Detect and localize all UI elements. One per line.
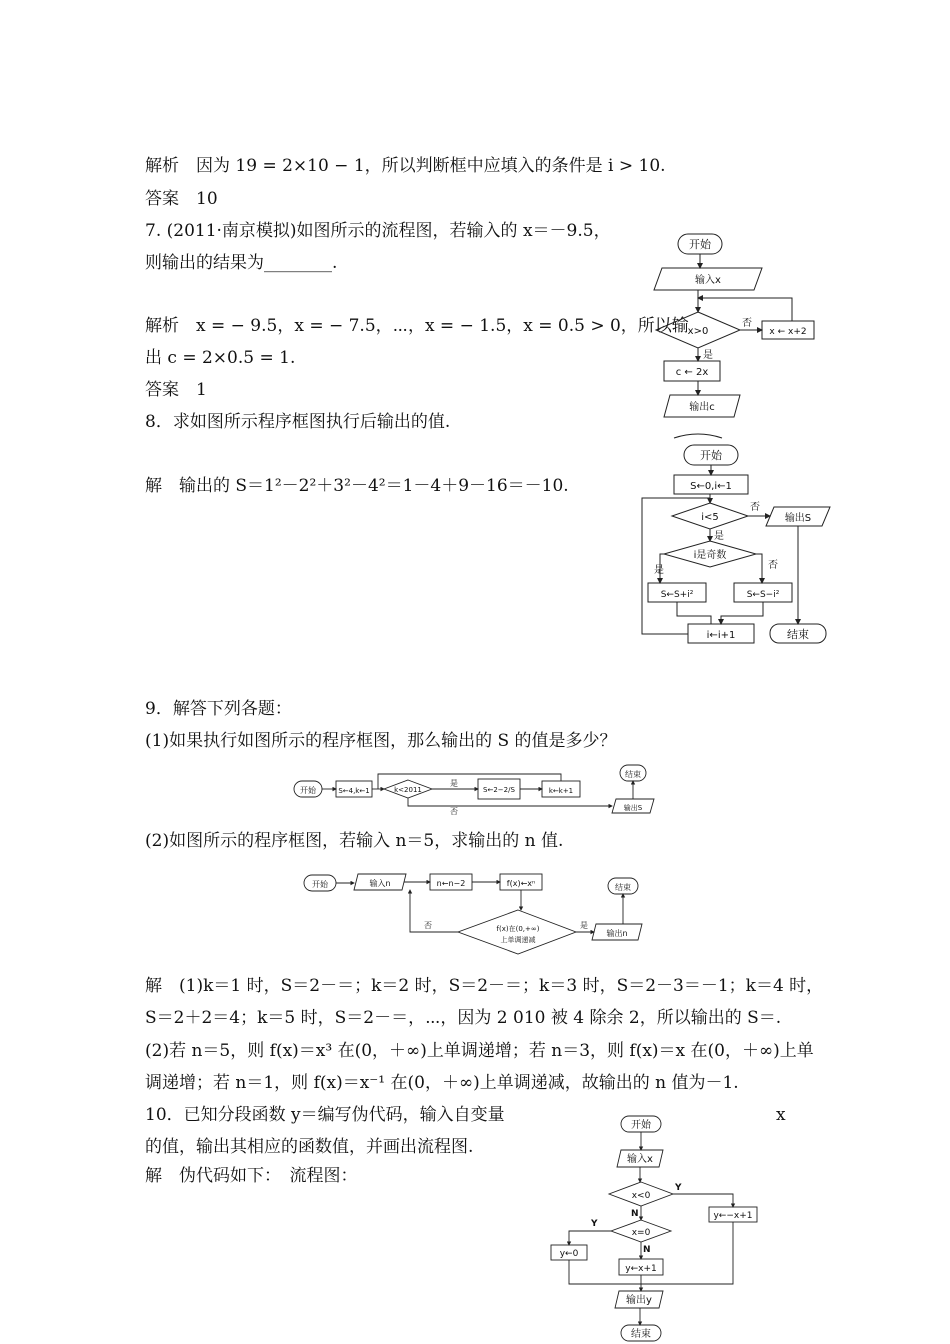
fc8-start-label: 开始 <box>700 449 722 462</box>
fc10-cond1-label: x<0 <box>631 1191 651 1201</box>
fc10-output-label: 输出y <box>626 1295 652 1306</box>
solution-10: 解 伪代码如下： 流程图： <box>145 1166 358 1186</box>
fc10-y1-label: Y <box>675 1183 682 1193</box>
solution-9-line4: 调递增；若 n＝1，则 f(x)＝x⁻¹ 在(0，＋∞)上单调递减，故输出的 n 值为－1. <box>145 1073 739 1093</box>
fc9a-yes-label: 是 <box>450 779 458 788</box>
fc7-yes-label: 是 <box>703 350 713 361</box>
fc7-input-label: 输入x <box>695 275 721 286</box>
fc8-yes-label: 是 <box>714 531 724 542</box>
fc8-inc-label: i←i+1 <box>706 630 736 641</box>
fc9b-cond-line2: 上单调递减 <box>500 936 536 944</box>
flowchart-9-2 <box>300 868 650 960</box>
fc8-add-label: S←S+i² <box>660 590 694 600</box>
analysis-7-line1: 解析 x = − 9.5，x = − 7.5，⋯，x = − 1.5，x = 0.5 > 0，所以输 <box>145 316 689 336</box>
problem-10-line2: 的值，输出其相应的函数值，并画出流程图. <box>145 1137 474 1157</box>
fc9a-init-label: S←4,k←1 <box>338 787 370 795</box>
fc9b-yes-label: 是 <box>580 921 588 930</box>
fc9a-cond-label: k<2011 <box>394 786 422 794</box>
analysis-7-line2: 出 c = 2×0.5 = 1. <box>145 348 296 368</box>
fc9b-end-label: 结束 <box>615 883 631 892</box>
answer-7: 答案 1 <box>145 380 207 400</box>
fc10-input-label: 输入x <box>627 1154 653 1165</box>
fc8-init-label: S←0,i←1 <box>690 481 732 492</box>
problem-9-part2: (2)如图所示的程序框图，若输入 n＝5，求输出的 n 值. <box>145 831 564 851</box>
fc10-pos-label: y←x+1 <box>625 1264 657 1274</box>
fc9b-output-label: 输出n <box>606 929 628 938</box>
fc8-sub-label: S←S−i² <box>746 590 780 600</box>
fc10-y2-label: Y <box>591 1219 598 1229</box>
answer-6: 答案 10 <box>145 189 218 209</box>
fc10-end-label: 结束 <box>631 1329 651 1340</box>
flowchart-7 <box>650 228 830 440</box>
flowchart-9-1 <box>290 762 660 818</box>
fc9b-no-label: 否 <box>424 921 432 930</box>
fc9b-cond-line1: f(x)在(0,+∞) <box>496 925 540 933</box>
solution-analysis-6: 解析 因为 19 = 2×10 − 1，所以判断框中应填入的条件是 i > 10. <box>145 156 666 176</box>
fc10-n1-label: N <box>631 1209 639 1219</box>
fc9a-output-label: 输出S <box>623 804 643 812</box>
fc7-output-label: 输出c <box>689 402 715 413</box>
fc8-cond2-label: i是奇数 <box>693 550 727 561</box>
problem-10-variable: x <box>776 1105 786 1125</box>
fc7-start-label: 开始 <box>689 238 711 251</box>
solution-8: 解 输出的 S＝1²－2²＋3²－4²＝1－4＋9－16＝－10. <box>145 476 569 496</box>
fc9a-start-label: 开始 <box>300 786 316 795</box>
fc7-update-label: x ← x+2 <box>769 327 807 337</box>
fc8-cond-label: i<5 <box>701 512 719 523</box>
fc9a-end-label: 结束 <box>625 770 641 779</box>
flowchart-8 <box>636 440 836 646</box>
solution-9-line2: S＝2＋2＝4；k＝5 时，S＝2－＝，⋯，因为 2 010 被 4 除余 2，所以输出的 S＝. <box>145 1008 782 1028</box>
problem-7-line2: 则输出的结果为________. <box>145 253 338 273</box>
fc10-zero-label: y←0 <box>559 1249 579 1259</box>
solution-9-line1: 解 (1)k＝1 时，S＝2－＝；k＝2 时，S＝2－＝；k＝3 时，S＝2－3＝－1；k＝4 时， <box>145 976 824 996</box>
fc10-start-label: 开始 <box>631 1120 651 1131</box>
flowchart-10 <box>545 1110 770 1344</box>
fc7-no-label: 否 <box>742 318 752 329</box>
fc8-no-label: 否 <box>750 502 760 513</box>
problem-7-line1: 7. (2011·南京模拟)如图所示的流程图，若输入的 x＝－9.5， <box>145 221 611 241</box>
fc10-neg-label: y←−x+1 <box>713 1211 753 1221</box>
fc7-assign-label: c ← 2x <box>675 367 709 378</box>
fc9a-update-label: S←2−2/S <box>483 786 515 794</box>
problem-10-line1: 10．已知分段函数 y＝编写伪代码，输入自变量 <box>145 1105 505 1125</box>
fc9b-start-label: 开始 <box>312 880 328 889</box>
fc10-cond2-label: x=0 <box>631 1228 651 1238</box>
fc8-end-label: 结束 <box>787 628 809 641</box>
solution-9-line3: (2)若 n＝5，则 f(x)＝x³ 在(0，＋∞)上单调递增；若 n＝3，则 f(x)＝x 在(0，＋∞)上单 <box>145 1041 814 1061</box>
fc9b-dec-label: n←n−2 <box>436 879 466 888</box>
problem-9-part1: (1)如果执行如图所示的程序框图，那么输出的 S 的值是多少？ <box>145 731 617 751</box>
fc8-output-label: 输出S <box>784 513 812 524</box>
fc8-yes2-label: 是 <box>654 565 664 576</box>
fc10-n2-label: N <box>643 1245 651 1255</box>
fc8-no2-label: 否 <box>768 560 778 571</box>
fc9a-inc-label: k←k+1 <box>548 787 574 795</box>
fc7-cond-label: x>0 <box>687 326 709 337</box>
problem-9: 9．解答下列各题： <box>145 699 292 719</box>
fc9b-input-label: 输入n <box>369 879 391 888</box>
fc9b-func-label: f(x)←xⁿ <box>506 879 536 888</box>
problem-8: 8．求如图所示程序框图执行后输出的值. <box>145 412 451 432</box>
fc9a-no-label: 否 <box>450 807 458 816</box>
